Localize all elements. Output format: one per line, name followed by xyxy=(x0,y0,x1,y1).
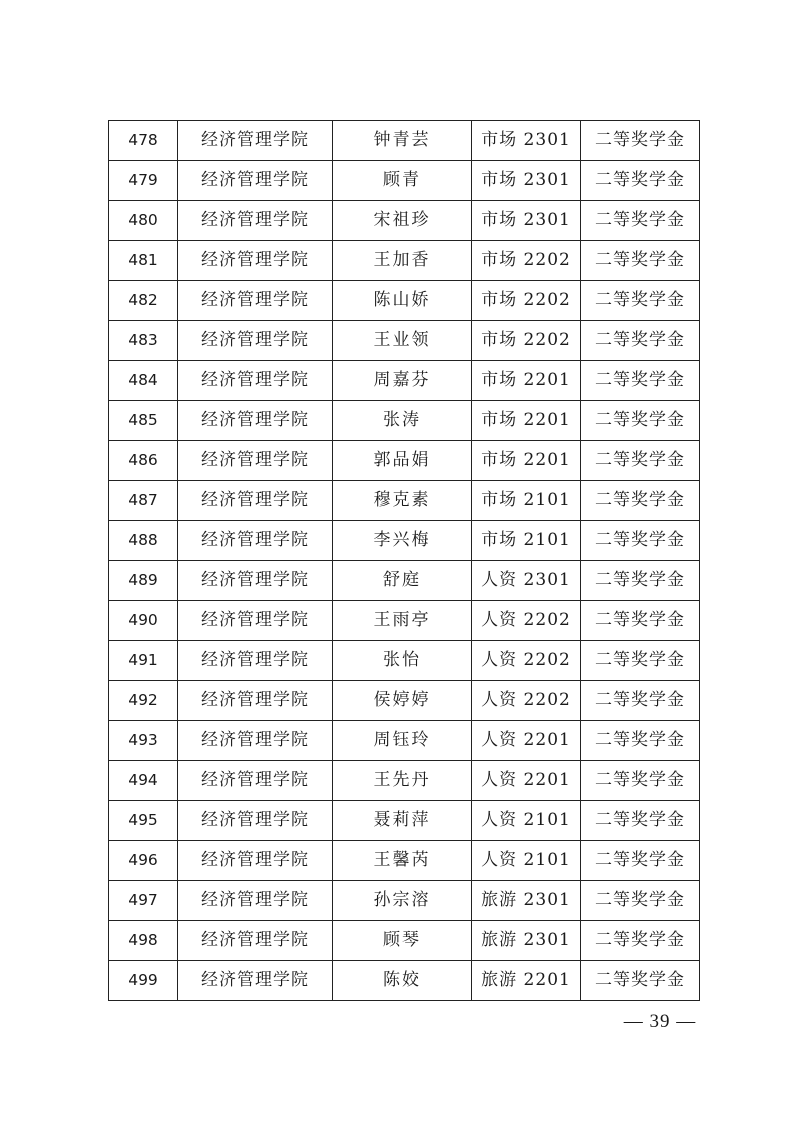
class-cell: 市场 2101 xyxy=(472,481,581,521)
table-row xyxy=(109,161,700,201)
college-cell: 经济管理学院 xyxy=(178,201,333,241)
college-cell: 经济管理学院 xyxy=(178,561,333,601)
table-body xyxy=(109,121,700,1001)
college-cell: 经济管理学院 xyxy=(178,521,333,561)
row-number-cell: 495 xyxy=(109,801,178,841)
row-number-cell: 494 xyxy=(109,761,178,801)
table-row xyxy=(109,761,700,801)
student-name-cell: 陈山娇 xyxy=(333,281,472,321)
student-name-cell: 王馨芮 xyxy=(333,841,472,881)
award-cell: 二等奖学金 xyxy=(581,441,700,481)
award-cell: 二等奖学金 xyxy=(581,161,700,201)
college-cell: 经济管理学院 xyxy=(178,241,333,281)
college-cell: 经济管理学院 xyxy=(178,841,333,881)
class-cell: 旅游 2301 xyxy=(472,921,581,961)
table-row xyxy=(109,561,700,601)
class-cell: 人资 2301 xyxy=(472,561,581,601)
student-name-cell: 王雨亭 xyxy=(333,601,472,641)
student-name-cell: 周钰玲 xyxy=(333,721,472,761)
college-cell: 经济管理学院 xyxy=(178,681,333,721)
student-name-cell: 陈姣 xyxy=(333,961,472,1001)
award-cell: 二等奖学金 xyxy=(581,641,700,681)
award-cell: 二等奖学金 xyxy=(581,561,700,601)
table-row xyxy=(109,201,700,241)
table-row xyxy=(109,441,700,481)
college-cell: 经济管理学院 xyxy=(178,361,333,401)
class-cell: 人资 2202 xyxy=(472,641,581,681)
college-cell: 经济管理学院 xyxy=(178,801,333,841)
row-number-cell: 489 xyxy=(109,561,178,601)
class-cell: 旅游 2201 xyxy=(472,961,581,1001)
row-number-cell: 481 xyxy=(109,241,178,281)
table-row xyxy=(109,641,700,681)
award-cell: 二等奖学金 xyxy=(581,121,700,161)
student-name-cell: 聂莉萍 xyxy=(333,801,472,841)
award-cell: 二等奖学金 xyxy=(581,801,700,841)
table-row xyxy=(109,241,700,281)
page-number: — 39 — xyxy=(623,1011,697,1032)
award-cell: 二等奖学金 xyxy=(581,481,700,521)
college-cell: 经济管理学院 xyxy=(178,321,333,361)
class-cell: 人资 2101 xyxy=(472,801,581,841)
row-number-cell: 487 xyxy=(109,481,178,521)
row-number-cell: 498 xyxy=(109,921,178,961)
class-cell: 市场 2202 xyxy=(472,321,581,361)
class-cell: 人资 2101 xyxy=(472,841,581,881)
award-cell: 二等奖学金 xyxy=(581,361,700,401)
award-cell: 二等奖学金 xyxy=(581,321,700,361)
table-row xyxy=(109,881,700,921)
row-number-cell: 484 xyxy=(109,361,178,401)
row-number-cell: 486 xyxy=(109,441,178,481)
college-cell: 经济管理学院 xyxy=(178,601,333,641)
class-cell: 人资 2202 xyxy=(472,681,581,721)
award-cell: 二等奖学金 xyxy=(581,841,700,881)
table-row xyxy=(109,281,700,321)
award-cell: 二等奖学金 xyxy=(581,401,700,441)
table-row xyxy=(109,921,700,961)
class-cell: 市场 2202 xyxy=(472,281,581,321)
row-number-cell: 480 xyxy=(109,201,178,241)
class-cell: 市场 2201 xyxy=(472,361,581,401)
table-row xyxy=(109,121,700,161)
student-name-cell: 钟青芸 xyxy=(333,121,472,161)
college-cell: 经济管理学院 xyxy=(178,441,333,481)
college-cell: 经济管理学院 xyxy=(178,881,333,921)
award-cell: 二等奖学金 xyxy=(581,921,700,961)
college-cell: 经济管理学院 xyxy=(178,281,333,321)
row-number-cell: 492 xyxy=(109,681,178,721)
table-row xyxy=(109,361,700,401)
student-name-cell: 顾琴 xyxy=(333,921,472,961)
student-name-cell: 舒庭 xyxy=(333,561,472,601)
award-cell: 二等奖学金 xyxy=(581,601,700,641)
college-cell: 经济管理学院 xyxy=(178,641,333,681)
student-name-cell: 侯婷婷 xyxy=(333,681,472,721)
student-name-cell: 顾青 xyxy=(333,161,472,201)
college-cell: 经济管理学院 xyxy=(178,161,333,201)
class-cell: 市场 2301 xyxy=(472,121,581,161)
row-number-cell: 488 xyxy=(109,521,178,561)
award-cell: 二等奖学金 xyxy=(581,201,700,241)
class-cell: 市场 2301 xyxy=(472,161,581,201)
row-number-cell: 496 xyxy=(109,841,178,881)
college-cell: 经济管理学院 xyxy=(178,121,333,161)
row-number-cell: 497 xyxy=(109,881,178,921)
award-cell: 二等奖学金 xyxy=(581,881,700,921)
student-name-cell: 王加香 xyxy=(333,241,472,281)
student-name-cell: 孙宗溶 xyxy=(333,881,472,921)
row-number-cell: 479 xyxy=(109,161,178,201)
class-cell: 市场 2201 xyxy=(472,401,581,441)
award-cell: 二等奖学金 xyxy=(581,281,700,321)
student-name-cell: 张怡 xyxy=(333,641,472,681)
student-name-cell: 王业领 xyxy=(333,321,472,361)
college-cell: 经济管理学院 xyxy=(178,401,333,441)
college-cell: 经济管理学院 xyxy=(178,481,333,521)
class-cell: 旅游 2301 xyxy=(472,881,581,921)
table-row xyxy=(109,521,700,561)
student-name-cell: 穆克素 xyxy=(333,481,472,521)
award-cell: 二等奖学金 xyxy=(581,241,700,281)
row-number-cell: 478 xyxy=(109,121,178,161)
award-cell: 二等奖学金 xyxy=(581,961,700,1001)
class-cell: 市场 2201 xyxy=(472,441,581,481)
college-cell: 经济管理学院 xyxy=(178,761,333,801)
student-name-cell: 周嘉芬 xyxy=(333,361,472,401)
row-number-cell: 485 xyxy=(109,401,178,441)
table-row xyxy=(109,481,700,521)
scholarship-list-table xyxy=(108,120,700,1001)
table-row xyxy=(109,321,700,361)
college-cell: 经济管理学院 xyxy=(178,721,333,761)
table-row xyxy=(109,401,700,441)
college-cell: 经济管理学院 xyxy=(178,961,333,1001)
award-cell: 二等奖学金 xyxy=(581,521,700,561)
college-cell: 经济管理学院 xyxy=(178,921,333,961)
student-name-cell: 王先丹 xyxy=(333,761,472,801)
row-number-cell: 491 xyxy=(109,641,178,681)
table-row xyxy=(109,721,700,761)
table-row xyxy=(109,801,700,841)
class-cell: 市场 2202 xyxy=(472,241,581,281)
row-number-cell: 499 xyxy=(109,961,178,1001)
student-name-cell: 张涛 xyxy=(333,401,472,441)
table-row xyxy=(109,601,700,641)
class-cell: 市场 2101 xyxy=(472,521,581,561)
class-cell: 人资 2202 xyxy=(472,601,581,641)
student-name-cell: 宋祖珍 xyxy=(333,201,472,241)
student-name-cell: 郭品娟 xyxy=(333,441,472,481)
class-cell: 人资 2201 xyxy=(472,761,581,801)
award-cell: 二等奖学金 xyxy=(581,681,700,721)
table-row xyxy=(109,961,700,1001)
award-cell: 二等奖学金 xyxy=(581,721,700,761)
row-number-cell: 493 xyxy=(109,721,178,761)
table-row xyxy=(109,681,700,721)
award-cell: 二等奖学金 xyxy=(581,761,700,801)
row-number-cell: 483 xyxy=(109,321,178,361)
class-cell: 人资 2201 xyxy=(472,721,581,761)
row-number-cell: 490 xyxy=(109,601,178,641)
class-cell: 市场 2301 xyxy=(472,201,581,241)
student-name-cell: 李兴梅 xyxy=(333,521,472,561)
row-number-cell: 482 xyxy=(109,281,178,321)
table-row xyxy=(109,841,700,881)
